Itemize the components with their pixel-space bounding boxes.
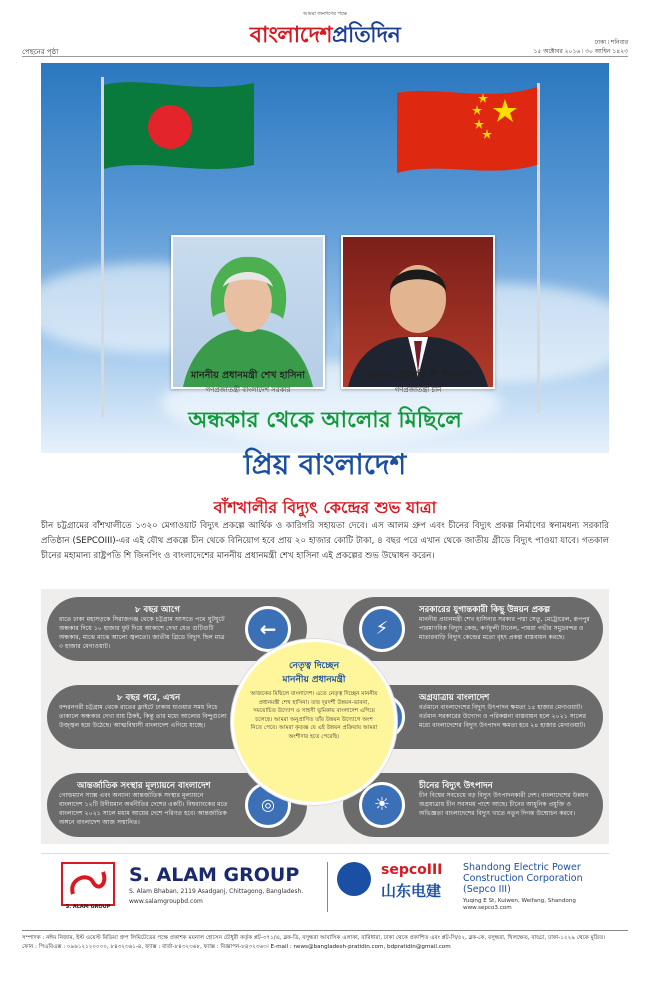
s-alam-website[interactable]: www.salamgroupbd.com bbox=[129, 898, 203, 905]
masthead bbox=[0, 0, 650, 60]
globe-icon: ◎ bbox=[245, 782, 291, 828]
power-icon: ⚡ bbox=[359, 606, 405, 652]
s-alam-mark-icon bbox=[63, 864, 113, 904]
panel-title: আন্তর্জাতিক সংস্থার মূল্যায়নে বাংলাদেশ bbox=[77, 781, 211, 791]
sepco-website[interactable]: www.sepco3.com bbox=[463, 905, 512, 911]
panel-title: ৮ বছর পরে, এখন bbox=[117, 693, 181, 703]
intro-paragraph: চীন চট্টগ্রামের বাঁশখালীতে ১৩২০ মেগাওয়াট বিদ্যুৎ প্রকল্পে আর্থিক ও কারিগরি সহায়তা দেবে। এস আলম গ্রুপ এবং চীনের বিদ্যুৎ প্রকল্প নির্মাণের স্বনামধন্য সরকারি প্রতিষ্ঠান (SEPCOIII)-এর এই যৌথ প্রকল্পে চীন থেকে বিনিয়োগ হবে প্রায় ২০ হাজার কোটি টাকা, ৪ বছর পরে এখান থেকে জাতীয় গ্রীডে বিদ্যুৎ পাওয়া যাবে। গতকাল চীনের মহামান্য রাষ্ট্রপতি শি জিনপিং ও বাংলাদেশের মাননীয় প্রধানমন্ত্রী শেখ হাসিনা এই প্রকল্পের শুভ উদ্বোধন করেন। bbox=[41, 521, 609, 561]
imprint-line1: সম্পাদক : নঈম নিজাম, ইস্ট ওয়েস্ট মিডিয়া গ্রুপ লিমিটেডের পক্ষে প্রকাশক ময়নাল হোসেন চৌধুরী কর্তৃক প্লট-৩৭১/এ, ব্লক-ডি, বসুন্ধরা আবাসিক এলাকা, বারিধারা, ঢাকা থেকে প্রকাশিত এবং প্লট-সি/৫২, ব্লক-কে, বসুন্ধরা, খিলক্ষেত, বাড্ডা, ঢাকা-১২২৯ থেকে মুদ্রিত। bbox=[22, 935, 606, 941]
china-flag-icon bbox=[397, 85, 537, 175]
footer-divider bbox=[327, 862, 328, 912]
center-title2: মাননীয় প্রধানমন্ত্রী bbox=[282, 675, 346, 685]
sepco-logo-icon[interactable] bbox=[337, 862, 371, 896]
panel-text: চীন বিশ্বের সবচেয়ে বড় বিদ্যুৎ উৎপাদনকারী দেশ। বাংলাদেশের উন্নয়ন অগ্রযাত্রায় চীন সবসময় পাশে আছে। চীনের আধুনিক প্রযুক্তি ও অভিজ্ঞতা বাংলাদেশের বিদ্যুৎ খাতে নতুন দিগন্ত উন্মোচন করবে। bbox=[419, 792, 589, 817]
issue-day: ঢাকা ৷ শনিবার bbox=[594, 39, 628, 46]
panel-text: বন্দরনগরী চট্টগ্রাম থেকে রাতের ফ্লাইটে ঢাকায় যাওয়ার সময় নিচে তাকালে অন্ধকার দেখা যায় ঠিকই, কিন্তু তার মধ্যে আলোর বিন্দুগুলো উজ্জ্বল হয়ে উঠেছে। আত্মবিশ্বাসী বাংলাদেশ এগিয়ে যাচ্ছে। bbox=[59, 704, 227, 729]
s-alam-logo-icon[interactable] bbox=[61, 862, 115, 906]
arrow-left-icon: ← bbox=[245, 606, 291, 652]
s-alam-address: S. Alam Bhaban, 2119 Asadganj, Chittagong, Bangladesh. bbox=[129, 888, 304, 895]
caption-left bbox=[153, 369, 343, 396]
sepco-mark: sepcoIII bbox=[381, 862, 443, 878]
panel-projects bbox=[343, 597, 603, 661]
panel-china-power bbox=[343, 773, 603, 837]
caption-left-sub: গণপ্রজাতন্ত্রী বাংলাদেশ সরকার bbox=[205, 386, 291, 394]
imprint bbox=[22, 930, 628, 952]
sepco-chinese-name: 山东电建 bbox=[381, 882, 442, 900]
page-label: পেছনের পৃষ্ঠা bbox=[22, 48, 59, 56]
caption-right bbox=[323, 369, 513, 396]
masthead-rule bbox=[22, 56, 628, 57]
panel-text: গোল্ডম্যান স্যাক্স এবং অন্যান্য আন্তর্জাতিক সংস্থার মূল্যায়নে বাংলাদেশ ১২টি উদীয়মান অর্থনীতির দেশের একটি। বিশ্বব্যাংকের মতে বাংলাদেশ ২০২১ সালে মধ্যম আয়ের দেশে পরিণত হবে। আন্তর্জাতিক অঙ্গনে বাংলাদেশ আজ সম্মানিত। bbox=[59, 792, 228, 826]
headline-secondary: প্রিয় বাংলাদেশ bbox=[243, 448, 407, 481]
center-title1: নেতৃত্ব দিচ্ছেন bbox=[288, 661, 340, 671]
title-part2: প্রতিদিন bbox=[332, 23, 401, 48]
bangladesh-flag-icon bbox=[104, 79, 254, 174]
imprint-line2: ফোন : পিএবিএক্স : ০৯৬১২১২০০০০, ৮৪৩২৩৬১-৪, ফ্যাক্স : বার্তা-৮৪৩২৩৬৮, ফ্যাক্স : বিজ্ঞাপন-৮৪৩২৩৬৩। E-mail : news@bangladesh-pratidin.com, bdpratidin@gmail.com bbox=[22, 944, 451, 950]
panel-title: ৮ বছর আগে bbox=[135, 605, 180, 615]
masthead-tagline: আমরা জনগণের পক্ষে bbox=[303, 11, 347, 17]
panel-text: বর্তমানে বাংলাদেশের বিদ্যুৎ উৎপাদন ক্ষমতা ১৫ হাজার মেগাওয়াট। বর্তমান সরকারের উদ্যোগ ও পরিকল্পনা বাস্তবায়ন হলে ২০২১ সালের মধ্যে বাংলাদেশের বিদ্যুৎ উৎপাদন ক্ষমতা হবে ২৪ হাজার মেগাওয়াট। bbox=[419, 704, 587, 729]
panel-title: চীনের বিদ্যুৎ উৎপাদন bbox=[419, 781, 493, 791]
person-icon bbox=[173, 237, 323, 387]
s-alam-name: S. ALAM GROUP bbox=[129, 864, 300, 886]
flag-pole-right bbox=[537, 83, 540, 413]
portrait-sheikh-hasina bbox=[171, 235, 325, 389]
center-body: আজকের মিছিলে বাংলাদেশ। এতে নেতৃত্ব দিচ্ছেন মাননীয় প্রধানমন্ত্রী শেখ হাসিনা। তার দূরদর্শী উন্নয়ন-ভাবনা, সময়োচিত উদ্যোগ ও সাহসী ভূমিকায় বাংলাদেশ এগিয়ে চলেছে। আমরা অনুপ্রাণিত তাঁর উন্নয়ন উদ্যোগে অংশ নিতে পেরে। আমরা কৃতজ্ঞ যে এই উন্নয়ন প্রক্রিয়ায় আমরা অংশীদার হতে পেরেছি। bbox=[250, 691, 378, 740]
panel-text: মাননীয় প্রধানমন্ত্রী শেখ হাসিনার সরকার পদ্মা সেতু, মেট্রোরেল, রূপপুর পারমাণবিক বিদ্যুৎ কেন্দ্র, কর্ণফুলী টানেল, পায়রা গভীর সমুদ্রবন্দর ও মাতারবাড়ি বিদ্যুৎ কেন্দ্রের মতো বৃহৎ প্রকল্প বাস্তবায়ন করছে। bbox=[419, 616, 590, 641]
issue-date-text: ১৫ অক্টোবর ২০১৬ ৷ ৩০ আশ্বিন ১৪২৩ bbox=[533, 48, 628, 55]
advertisement bbox=[41, 63, 609, 920]
panel-title: অগ্রযাত্রায় বাংলাদেশ bbox=[419, 693, 490, 703]
sepco-address: Yuqing E St, Kuiwen, Weifang, Shandong bbox=[463, 898, 576, 904]
title-part1: বাংলাদেশ bbox=[249, 23, 333, 48]
lightbulb-icon: ☀ bbox=[359, 782, 405, 828]
caption-left-name: মাননীয় প্রধানমন্ত্রী শেখ হাসিনা bbox=[191, 370, 305, 381]
caption-right-name: মহামান্য রাষ্ট্রপতি শি জিনপিং bbox=[363, 370, 473, 381]
s-alam-logo-text: S. ALAM GROUP bbox=[65, 904, 111, 910]
panel-text: রাতে ঢাকা মহাসড়কে সিরাজগঞ্জ থেকে চট্টগ্রাম আসতে পথে ঘুটঘুটে অন্ধকার দিয়ে ১০ হাজার ফুট দিয়ে আকাশে দেখা যেত গুটিগুটি অন্ধকার, মাঝে মাঝে আলো জ্বলতো। জাতীয় গ্রিডে বিদ্যুৎ ছিল মাত্র ৩ হাজার মেগাওয়াট। bbox=[59, 616, 225, 650]
issue-date bbox=[533, 38, 628, 56]
panel-title: সরকারের যুগান্তকারী কিছু উন্নয়ন প্রকল্প bbox=[419, 605, 551, 615]
sponsor-footer bbox=[41, 853, 609, 920]
portrait-xi-jinping bbox=[341, 235, 495, 389]
person-icon bbox=[343, 237, 493, 387]
headline-primary: অন্ধকার থেকে আলোর মিছিলে bbox=[188, 408, 462, 433]
headline-tertiary: বাঁশখালীর বিদ্যুৎ কেন্দ্রের শুভ যাত্রা bbox=[213, 498, 437, 517]
caption-right-sub: গণপ্রজাতন্ত্রী চীন bbox=[394, 386, 442, 394]
infographic bbox=[41, 589, 609, 844]
leadership-circle bbox=[231, 639, 397, 805]
sepco-name: Shandong Electric Power Construction Corporation (Sepco III) bbox=[463, 862, 583, 895]
